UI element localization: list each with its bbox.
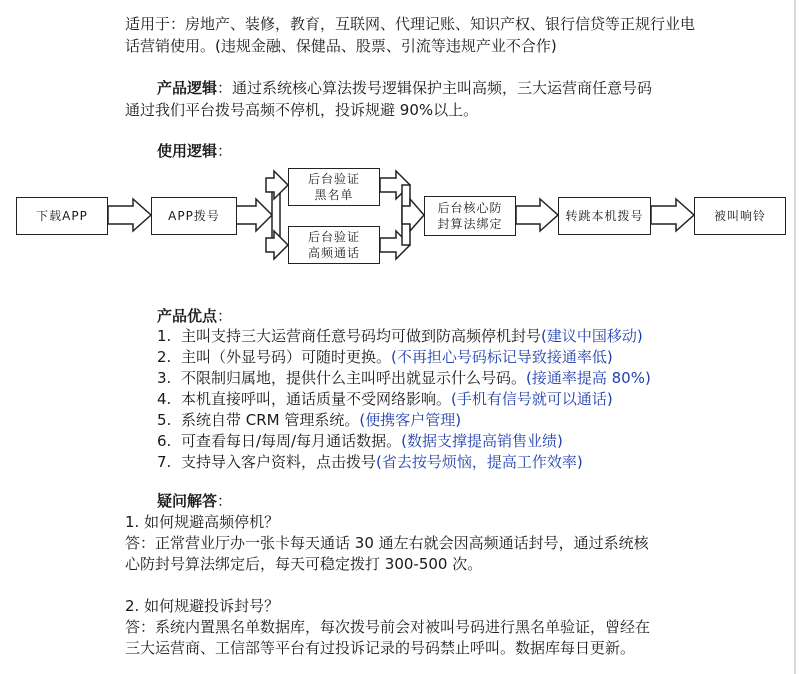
faq-answer-2-line-1: 答：系统内置黑名单数据库，每次拨号前会对被叫号码进行黑名单验证，曾经在 [125, 618, 651, 636]
advantage-note: (接通率提高 80%) [526, 369, 651, 387]
flow-step-blacklist [288, 168, 380, 206]
advantage-number: 7. [157, 453, 172, 471]
advantage-item [157, 388, 613, 410]
flow-step-dial-label: APP拨号 [168, 209, 220, 223]
flow-step-transfer [558, 197, 651, 235]
advantage-note: (数据支撑提高销售业绩) [401, 432, 563, 450]
advantage-text: 主叫支持三大运营商任意号码均可做到防高频停机封号 [181, 327, 542, 345]
advantage-note: (省去按号烦恼，提高工作效率) [376, 453, 583, 471]
logic-line-2: 通过我们平台拨号高频不停机，投诉规避 90%以上。 [125, 101, 479, 119]
advantage-text: 本机直接呼叫，通话质量不受网络影响。 [181, 390, 452, 408]
usage-colon: ： [217, 142, 233, 160]
advantage-number: 1. [157, 327, 172, 345]
scope-line-1: 适用于：房地产、装修，教育，互联网、代理记账、知识产权、银行信贷等正规行业电 [125, 15, 696, 33]
advantage-number: 2. [157, 348, 172, 366]
advantage-text: 系统自带 CRM 管理系统。 [181, 411, 360, 429]
arrow-dial-to-split [236, 199, 272, 231]
faq-answer-1-line-1: 答：正常营业厅办一张卡每天通话 30 通左右就会因高频通话封号，通过系统核 [125, 534, 649, 552]
arrow-split-to-highfreq [266, 231, 288, 259]
flow-step-transfer-label: 转跳本机拨号 [565, 209, 644, 223]
arrow-core-to-transfer [516, 199, 558, 231]
advantage-item [157, 325, 643, 347]
advantage-text: 支持导入客户资料，点击拨号 [181, 453, 377, 471]
advantage-number: 3. [157, 369, 172, 387]
advantage-note: (建议中国移动) [541, 327, 643, 345]
advantages-heading [157, 305, 232, 327]
flow-step-core-label-1: 后台核心防 [437, 201, 503, 215]
flow-step-blacklist-label-1: 后台验证 [307, 172, 360, 186]
flow-step-ring [694, 197, 786, 235]
faq-title: 疑问解答 [157, 492, 218, 510]
advantages-title: 产品优点 [157, 307, 218, 325]
flow-step-highfreq [288, 226, 380, 264]
advantage-text: 不限制归属地，提供什么主叫呼出就显示什么号码。 [181, 369, 527, 387]
logic-label: 产品逻辑 [157, 79, 218, 97]
scope-line-2: 话营销使用。(违规金融、保健品、股票、引流等违规产业不合作) [125, 37, 557, 55]
advantage-item [157, 451, 583, 473]
advantage-item [157, 409, 461, 431]
faq-answer-2-line-2: 三大运营商、工信部等平台有过投诉记录的号码禁止呼叫。数据库每日更新。 [125, 639, 636, 657]
flow-step-core-label-2: 封算法绑定 [437, 217, 503, 231]
advantage-note: (不再担心号码标记导致接通率低) [391, 348, 613, 366]
faq-question-1: 1. 如何规避高频停机？ [125, 513, 280, 531]
advantage-note: (便携客户管理) [359, 411, 462, 429]
arrow-split-to-blacklist [266, 171, 288, 199]
advantage-number: 4. [157, 390, 172, 408]
arrow-download-to-dial [108, 199, 151, 231]
flow-step-core [424, 196, 516, 236]
flow-step-highfreq-label-2: 高频通话 [307, 246, 360, 260]
flow-step-download [16, 197, 108, 235]
advantage-note: (手机有信号就可以通话) [451, 390, 613, 408]
flow-step-download-label: 下载APP [36, 209, 88, 223]
advantage-item [157, 346, 613, 368]
flow-step-ring-label: 被叫响铃 [713, 209, 766, 223]
arrow-transfer-to-ring [651, 199, 694, 231]
flow-step-blacklist-label-2: 黑名单 [314, 188, 354, 202]
advantage-text: 主叫（外显号码）可随时更换。 [181, 348, 392, 366]
usage-label: 使用逻辑 [157, 142, 218, 160]
faq-colon: ： [217, 492, 233, 510]
flow-step-highfreq-label-1: 后台验证 [307, 230, 360, 244]
logic-text-1: ：通过系统核心算法拨号逻辑保护主叫高频，三大运营商任意号码 [217, 79, 653, 97]
faq-answer-1-line-2: 心防封号算法绑定后，每天可稳定拨打 300-500 次。 [125, 555, 483, 573]
advantage-item [157, 367, 651, 389]
advantage-item [157, 430, 563, 452]
faq-heading [157, 490, 232, 512]
advantage-text: 可查看每日/每周/每月通话数据。 [181, 432, 402, 450]
advantages-colon: ： [217, 307, 233, 325]
flow-step-dial [151, 197, 237, 235]
advantage-number: 6. [157, 432, 172, 450]
advantage-number: 5. [157, 411, 172, 429]
faq-question-2: 2. 如何规避投诉封号？ [125, 597, 280, 615]
